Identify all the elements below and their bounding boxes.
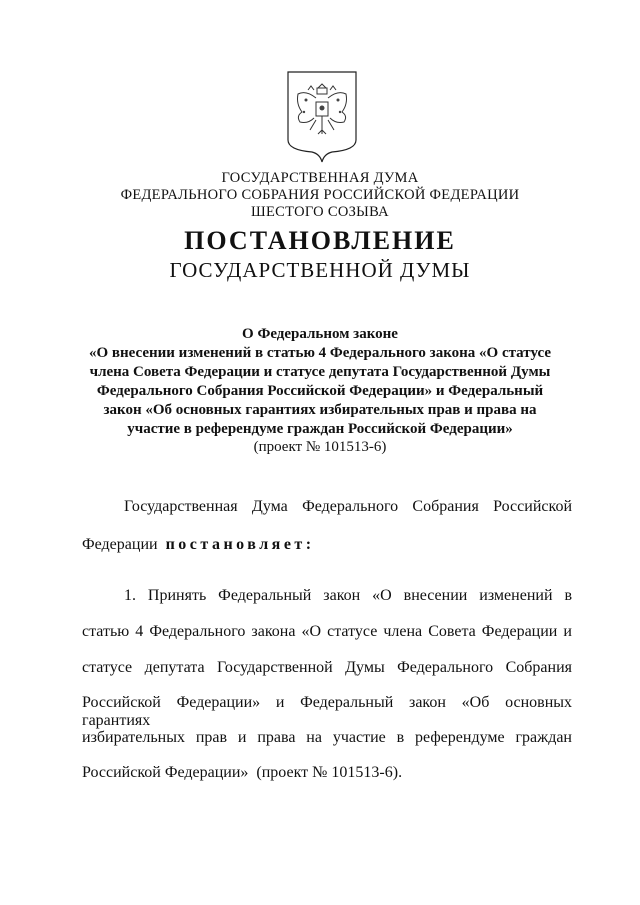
item-line-last: Российской Федерации» (проект № 101513-6). [82,764,403,781]
subject-line: Федерального Собрания Российской Федерации» и Федеральный [96,383,544,399]
subject-line: О Федеральном законе [242,326,398,342]
document-subtitle: ГОСУДАРСТВЕННОЙ ДУМЫ [169,258,471,282]
subject-line: участие в референдуме граждан Российской Федерации» [127,421,513,437]
item-line: статью 4 Федерального закона «О статусе члена Совета Федерации и [82,623,572,640]
header-line-convocation: ШЕСТОГО СОЗЫВА [251,204,389,220]
intro-line-2 [82,536,572,554]
subject-line: «О внесении изменений в статью 4 Федерального закона «О статусе [89,345,551,361]
header-line-duma: ГОСУДАРСТВЕННАЯ ДУМА [221,170,419,186]
header-line-assembly: ФЕДЕРАЛЬНОГО СОБРАНИЯ РОССИЙСКОЙ ФЕДЕРАЦИИ [120,187,520,203]
item-line: статусе депутата Государственной Думы Федерального Собрания [82,659,572,676]
document-title: ПОСТАНОВЛЕНИЕ [184,226,456,255]
coat-of-arms-emblem [286,70,358,164]
intro-start: Федерации [82,536,158,553]
item-line: избирательных прав и права на участие в референдуме граждан [82,729,572,746]
intro-line: Государственная Дума Федерального Собрания Российской [124,498,572,515]
project-number: (проект № 101513-6) [253,439,387,455]
item-line: Российской Федерации» и Федеральный закон «Об основных гарантиях [82,694,572,729]
item-line: 1. Принять Федеральный закон «О внесении изменений в [124,587,572,604]
resolves-word: постановляет: [165,536,315,553]
subject-line: закон «Об основных гарантиях избирательных прав и права на [103,402,537,418]
subject-line: члена Совета Федерации и статусе депутата Государственной Думы [89,364,551,380]
